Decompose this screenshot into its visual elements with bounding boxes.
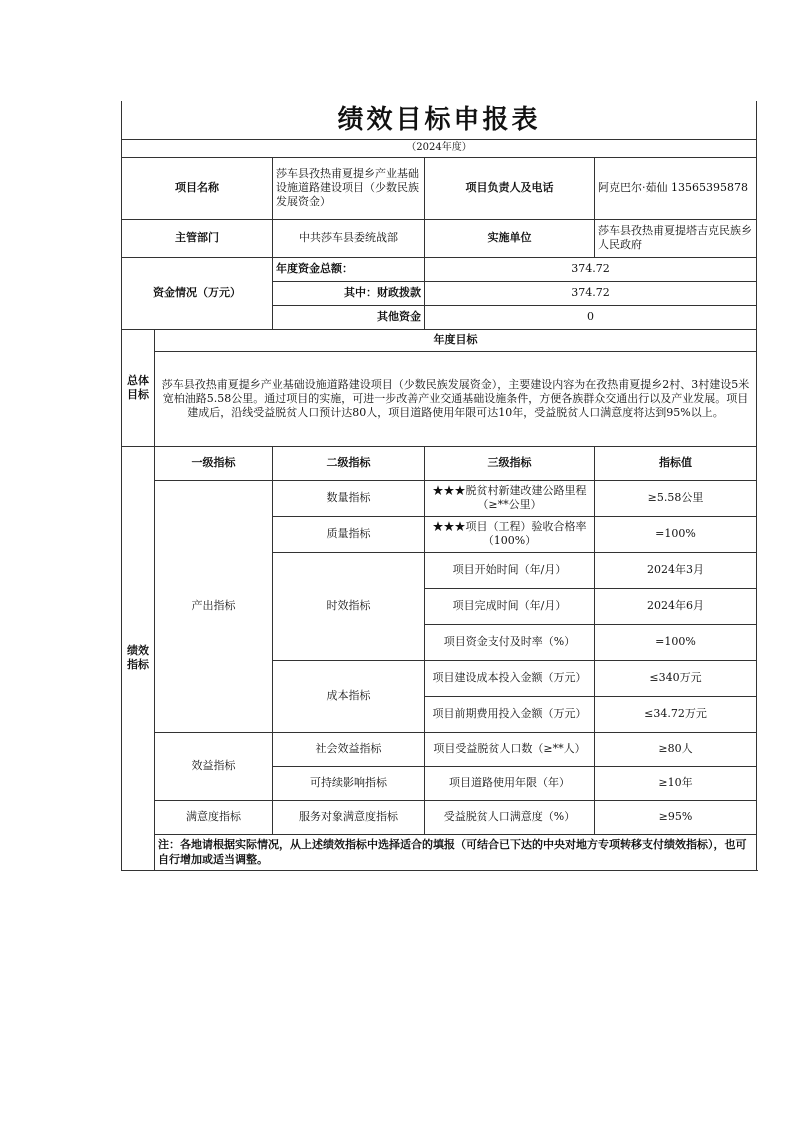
indicator-name: 项目受益脱贫人口数（≥**人） [425, 732, 595, 766]
performance-target-form [121, 101, 756, 871]
indicator-name: 项目前期费用投入金额（万元） [425, 696, 595, 732]
indicator-name: 项目完成时间（年/月） [425, 588, 595, 624]
impl-unit-value: 莎车县孜热甫夏提塔吉克民族乡人民政府 [595, 219, 757, 257]
indicator-value: ≤340万元 [595, 660, 757, 696]
indicator-name: 项目建设成本投入金额（万元） [425, 660, 595, 696]
form-title: 绩效目标申报表 [122, 101, 757, 139]
indicator-value: ≥95% [595, 800, 757, 834]
indicator-name: 项目开始时间（年/月） [425, 552, 595, 588]
indicator-value: ≤34.72万元 [595, 696, 757, 732]
quality-indicator-label: 质量指标 [273, 516, 425, 552]
dept-value: 中共莎车县委统战部 [273, 219, 425, 257]
header-level3: 三级指标 [425, 446, 595, 480]
indicator-name: ★★★脱贫村新建改建公路里程（≥**公里） [425, 480, 595, 516]
form-year: （2024年度） [122, 139, 757, 157]
project-owner-label: 项目负责人及电话 [425, 157, 595, 219]
header-level1: 一级指标 [155, 446, 273, 480]
indicator-name: 受益脱贫人口满意度（%） [425, 800, 595, 834]
funds-total-value: 374.72 [425, 257, 757, 281]
dept-label: 主管部门 [122, 219, 273, 257]
annual-goal-header: 年度目标 [155, 329, 757, 351]
indicator-value: ≥10年 [595, 766, 757, 800]
form-table [121, 101, 757, 871]
funds-fiscal-value: 374.72 [425, 281, 757, 305]
sustainable-impact-label: 可持续影响指标 [273, 766, 425, 800]
indicator-value: ≥80人 [595, 732, 757, 766]
indicator-name: ★★★项目（工程）验收合格率（100%） [425, 516, 595, 552]
funds-fiscal-label: 其中：财政拨款 [273, 281, 425, 305]
overall-goal-label: 总体目标 [122, 329, 155, 446]
indicator-value: =100% [595, 516, 757, 552]
performance-indicators-label: 绩效指标 [122, 446, 155, 870]
quantity-indicator-label: 数量指标 [273, 480, 425, 516]
annual-goal-text: 莎车县孜热甫夏提乡产业基础设施道路建设项目（少数民族发展资金），主要建设内容为在孜热甫夏提乡2村、3村建设5米宽柏油路5.58公里。通过项目的实施，可进一步改善产业交通基础设施条件，方便各族群众交通出行以及产业发展。项目建成后，沿线受益脱贫人口预计达80人，项目道路使用年限可达10年，受益脱贫人口满意度将达到95%以上。 [155, 351, 757, 446]
project-name-label: 项目名称 [122, 157, 273, 219]
indicator-name: 项目道路使用年限（年） [425, 766, 595, 800]
timeliness-indicator-label: 时效指标 [273, 552, 425, 660]
header-level2: 二级指标 [273, 446, 425, 480]
social-benefit-label: 社会效益指标 [273, 732, 425, 766]
form-note: 注：各地请根据实际情况，从上述绩效指标中选择适合的填报（可结合已下达的中央对地方专项转移支付绩效指标），也可自行增加或适当调整。 [155, 834, 757, 870]
header-value: 指标值 [595, 446, 757, 480]
satisfaction-indicator-label: 满意度指标 [155, 800, 273, 834]
indicator-value: 2024年3月 [595, 552, 757, 588]
funds-other-label: 其他资金 [273, 305, 425, 329]
output-indicator-label: 产出指标 [155, 480, 273, 732]
service-satisfaction-label: 服务对象满意度指标 [273, 800, 425, 834]
project-owner-value: 阿克巴尔·茹仙 13565395878 [595, 157, 757, 219]
indicator-value: 2024年6月 [595, 588, 757, 624]
indicator-name: 项目资金支付及时率（%） [425, 624, 595, 660]
funds-other-value: 0 [425, 305, 757, 329]
benefit-indicator-label: 效益指标 [155, 732, 273, 800]
indicator-value: ≥5.58公里 [595, 480, 757, 516]
cost-indicator-label: 成本指标 [273, 660, 425, 732]
project-name-value: 莎车县孜热甫夏提乡产业基础设施道路建设项目（少数民族发展资金） [273, 157, 425, 219]
impl-unit-label: 实施单位 [425, 219, 595, 257]
indicator-value: =100% [595, 624, 757, 660]
funds-total-label: 年度资金总额： [273, 257, 425, 281]
funds-label: 资金情况（万元） [122, 257, 273, 329]
